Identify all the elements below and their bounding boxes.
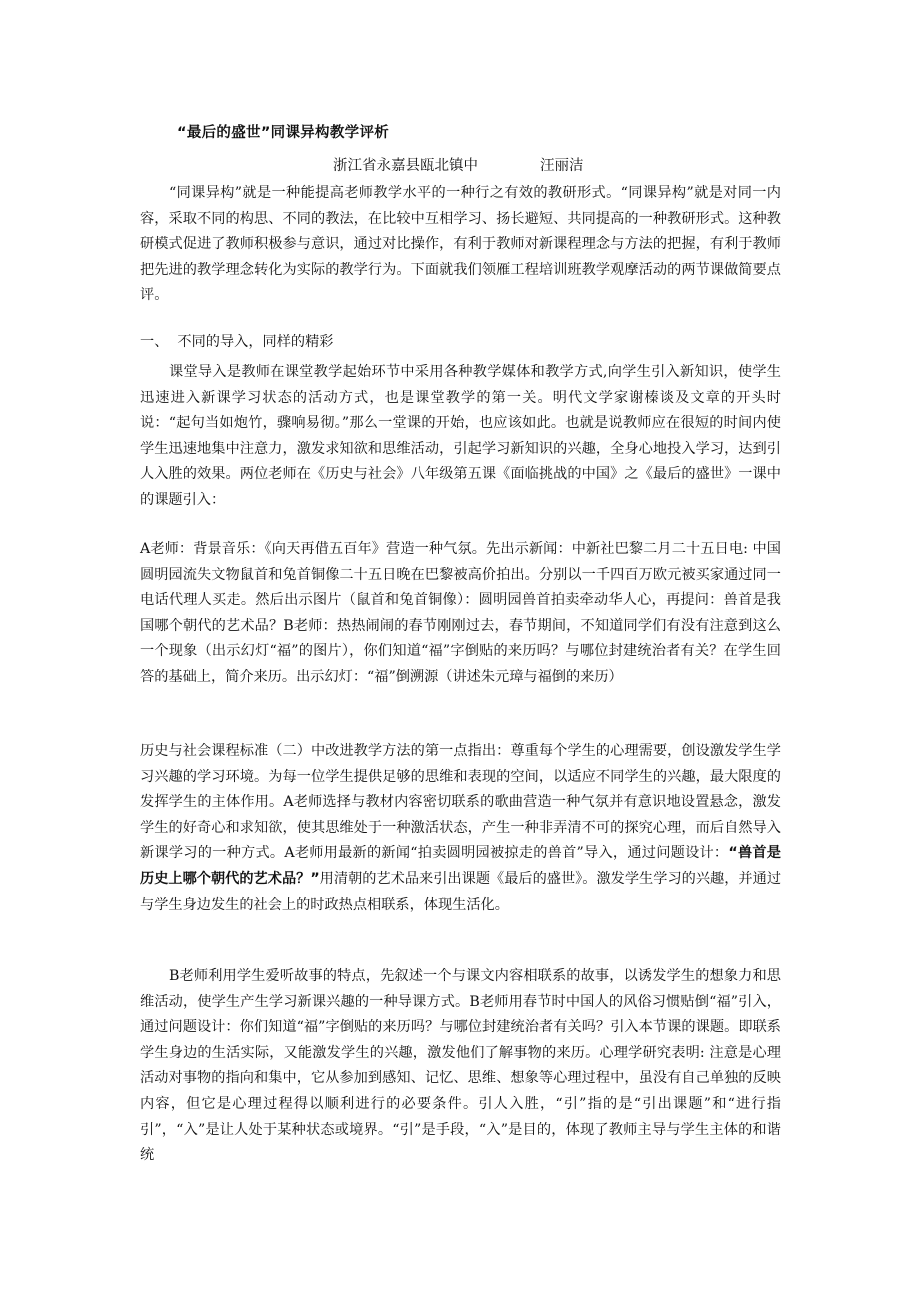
curriculum-standard-text-b: 用清朝的艺术品来引出课题《最后的盛世》。激发学生学习的兴趣，并通过与学生身边发生的社会上的时政热点相联系，体现生活化。 <box>140 870 782 913</box>
teachers-ab-paragraph: A老师：背景音乐：《向天再借五百年》营造一种气氛。先出示新闻：中新社巴黎二月二十五日电: 中国圆明园流失文物鼠首和兔首铜像二十五日晚在巴黎被高价拍出。分别以一千四百万欧元被买家通过同一电话代理人买走。然后出示图片（鼠首和兔首铜像）：圆明园兽首拍卖牵动华人心，再提问：兽首是我国哪个朝代的艺术品？B老师：热热闹闹的春节刚刚过去，春节期间，不知道同学们有没有注意到这么一个现象（出示幻灯“福”的图片），你们知道“福”字倒贴的来历吗？与哪位封建统治者有关？在学生回答的基础上，简介来历。出示幻灯：“福”倒溯源（讲述朱元璋与福倒的来历） <box>140 541 781 685</box>
lead-paragraph: 课堂导入是教师在课堂教学起始环节中采用各种教学媒体和教学方式,向学生引入新知识，使学生迅速进入新课学习状态的活动方式，也是课堂教学的第一关。明代文学家谢榛谈及文章的开头时说：“起句当如炮竹，骤响易彻。”那么一堂课的开始，也应该如此。也就是说教师应在很短的时间内使学生迅速地集中注意力，激发求知欲和思维活动，引起学习新知识的兴趣，全身心地投入学习，达到引人入胜的效果。两位老师在《历史与社会》八年级第五课《面临挑战的中国》之《最后的盛世》一课中的课题引入： <box>140 364 781 508</box>
byline <box>333 154 584 175</box>
teacher-b-paragraph: B老师利用学生爱听故事的特点，先叙述一个与课文内容相联系的故事，以诱发学生的想象力和思维活动，使学生产生学习新课兴趣的一种导课方式。B老师用春节时中国人的风俗习惯贴倒“福”引入，通过问题设计：你们知道“福”字倒贴的来历吗？与哪位封建统治者有关吗？引入本节课的课题。即联系学生身边的生活实际，又能激发学生的兴趣，激发他们了解事物的来历。心理学研究表明: 注意是心理活动对事物的指向和集中，它从参加到感知、记忆、思维、想象等心理过程中，虽没有自己单独的反映内容，但它是心理过程得以顺利进行的必要条件。引人入胜，“引”指的是“引出课题”和“进行指引”，“入”是让人处于某种状态或境界。“引”是手段，“入”是目的，体现了教师主导与学生主体的和谐统 <box>140 968 781 1164</box>
curriculum-standard-text-a: 历史与社会课程标准（二）中改进教学方法的第一点指出：尊重每个学生的心理需要，创设激发学生学习兴趣的学习环境。为每一位学生提供足够的思维和表现的空间，以适应不同学生的兴趣，最大限度的发挥学生的主体作用。A老师选择与教材内容密切联系的歌曲营造一种气氛并有意识地设置悬念，激发学生的好奇心和求知欲，使其思维处于一种激活状态，产生一种非弄清不可的探究心理，而后自然导入新课学习的一种方式。A老师用最新的新闻“拍卖圆明园被掠走的兽首”导入，通过问题设计： <box>140 743 781 862</box>
school-name: 浙江省永嘉县瓯北镇中 <box>333 158 478 174</box>
curriculum-standard-block <box>140 739 781 918</box>
section-heading-block <box>140 330 781 356</box>
key-question-bold: “兽首是历史上哪个朝代的艺术品？” <box>140 845 781 887</box>
teacher-b-block <box>140 964 781 1169</box>
lead-paragraph-block <box>140 360 781 514</box>
section-heading-1: 一、 不同的导入，同样的精彩 <box>140 334 334 350</box>
author-name: 汪丽洁 <box>540 158 584 174</box>
intro-paragraph: “同课异构”就是一种能提高老师教学水平的一种行之有效的教研形式。“同课异构”就是对同一内容，采取不同的构思、不同的教法，在比较中互相学习、扬长避短、共同提高的一种教研形式。这种教研模式促进了教师积极参与意识，通过对比操作，有利于教师对新课程理念与方法的把握，有利于教师把先进的教学理念转化为实际的教学行为。下面就我们领雁工程培训班教学观摩活动的两节课做简要点评。 <box>140 185 781 304</box>
document-title: “最后的盛世”同课异构教学评析 <box>177 125 390 141</box>
intro-paragraph-block <box>140 181 781 309</box>
curriculum-standard-paragraph <box>140 739 781 918</box>
teachers-ab-block <box>140 537 781 691</box>
